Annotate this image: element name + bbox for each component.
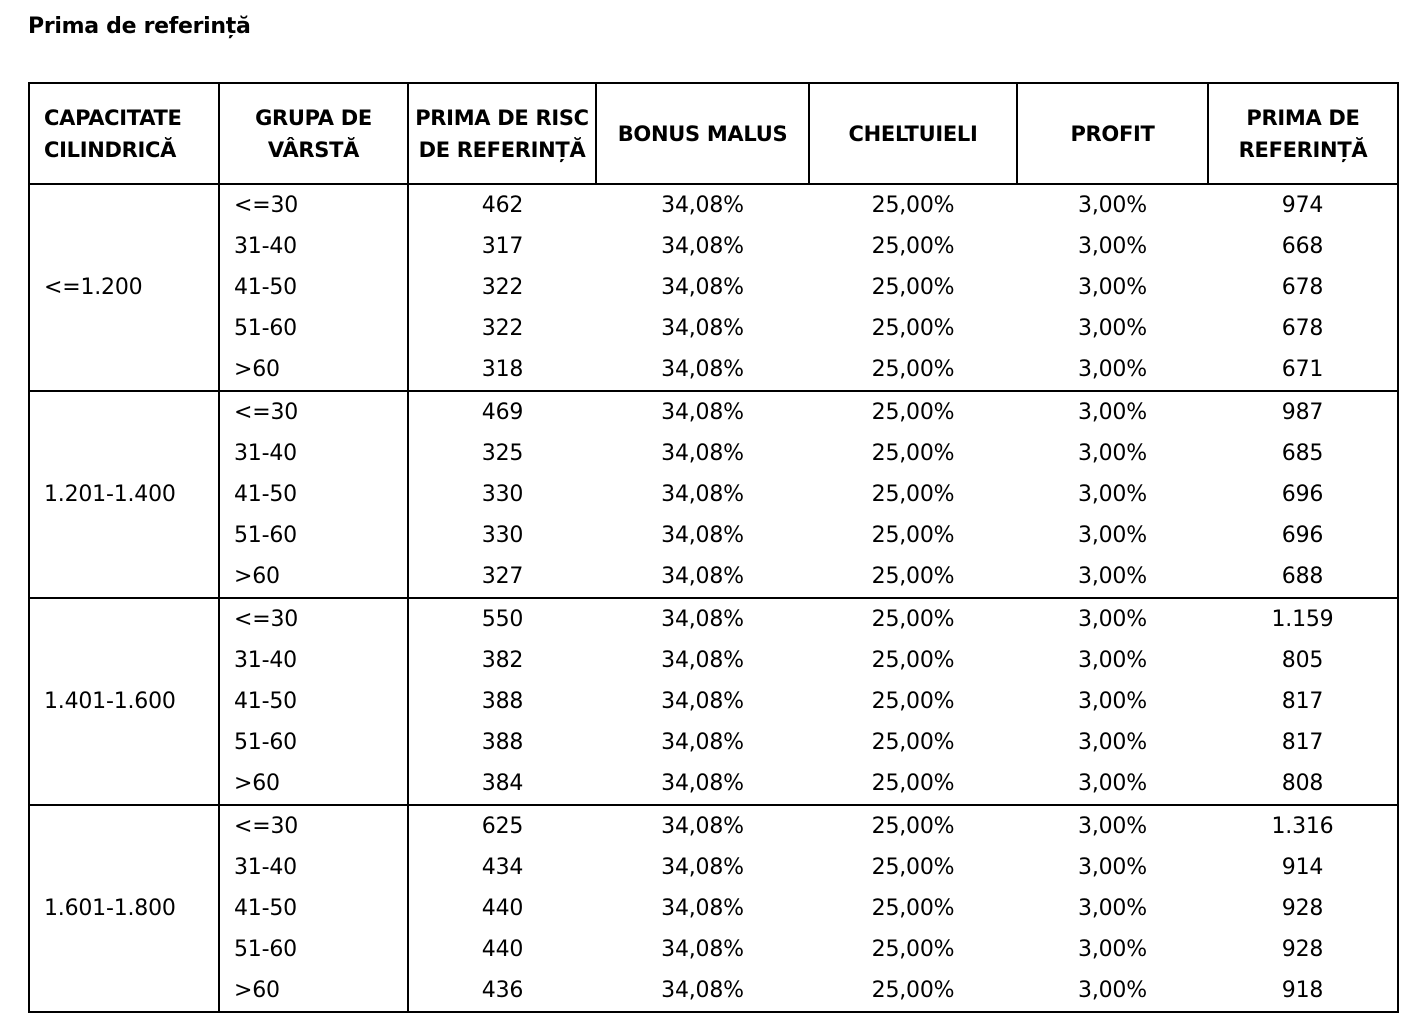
cell-reference-premium: 974 [1208, 184, 1398, 226]
cell-expenses: 25,00% [871, 193, 955, 218]
cell-bonus-malus: 34,08% [596, 556, 809, 598]
cell-bonus-malus: 34,08% [661, 234, 744, 259]
cell-risk-premium: 382 [408, 640, 596, 681]
cell-age-group: >60 [219, 556, 408, 598]
table-row [29, 184, 1398, 226]
cell-bonus-malus: 34,08% [596, 763, 809, 805]
cell-age-group: >60 [219, 349, 408, 391]
cell-age-group: 51-60 [219, 722, 408, 763]
table-row [29, 308, 1398, 349]
cell-expenses: 25,00% [871, 234, 955, 259]
cell-expenses: 25,00% [809, 763, 1017, 805]
cell-age-group: 31-40 [219, 640, 408, 681]
cell-risk-premium: 625 [408, 805, 596, 847]
table-row [29, 805, 1398, 847]
cell-risk-premium: 327 [408, 556, 596, 598]
header-expenses: CHELTUIELI [809, 83, 1017, 184]
cell-reference-premium: 696 [1208, 474, 1398, 515]
cell-bonus-malus: 34,08% [661, 607, 744, 632]
cell-reference-premium: 808 [1208, 763, 1398, 805]
cell-risk-premium: 325 [408, 433, 596, 474]
cell-reference-premium: 918 [1208, 970, 1398, 1012]
cell-age-group: 41-50 [219, 681, 408, 722]
cell-age-group: <=30 [219, 598, 408, 640]
cell-expenses: 25,00% [871, 648, 955, 673]
table-row [29, 474, 1398, 515]
cell-profit: 3,00% [1078, 523, 1147, 548]
cell-risk-premium: 330 [408, 515, 596, 556]
cell-bonus-malus: 34,08% [596, 970, 809, 1012]
cell-expenses: 25,00% [871, 482, 955, 507]
cell-profit: 3,00% [1078, 441, 1147, 466]
cell-reference-premium: 668 [1208, 226, 1398, 267]
cell-bonus-malus: 34,08% [661, 523, 744, 548]
cell-expenses: 25,00% [871, 607, 955, 632]
table-row [29, 433, 1398, 474]
cell-age-group: <=30 [219, 184, 408, 226]
table-row [29, 349, 1398, 391]
header-age-group: GRUPA DE VÂRSTĂ [219, 83, 408, 184]
table-row [29, 391, 1398, 433]
cell-bonus-malus: 34,08% [661, 400, 744, 425]
cell-risk-premium: 440 [408, 888, 596, 929]
cell-bonus-malus: 34,08% [661, 689, 744, 714]
cell-expenses: 25,00% [809, 349, 1017, 391]
cell-age-group: >60 [219, 970, 408, 1012]
cell-profit: 3,00% [1078, 482, 1147, 507]
cell-reference-premium: 817 [1208, 681, 1398, 722]
cell-bonus-malus: 34,08% [661, 275, 744, 300]
cell-capacity: 1.601-1.800 [29, 805, 219, 1012]
cell-age-group: 51-60 [219, 515, 408, 556]
cell-profit: 3,00% [1078, 730, 1147, 755]
cell-age-group: 51-60 [219, 929, 408, 970]
cell-risk-premium: 388 [408, 681, 596, 722]
cell-reference-premium: 1.316 [1208, 805, 1398, 847]
cell-expenses: 25,00% [871, 523, 955, 548]
table-row [29, 226, 1398, 267]
cell-profit: 3,00% [1078, 400, 1147, 425]
cell-profit: 3,00% [1078, 896, 1147, 921]
cell-capacity: 1.201-1.400 [29, 391, 219, 598]
cell-reference-premium: 671 [1208, 349, 1398, 391]
cell-capacity: 1.401-1.600 [29, 598, 219, 805]
cell-age-group: >60 [219, 763, 408, 805]
cell-reference-premium: 987 [1208, 391, 1398, 433]
cell-reference-premium: 928 [1208, 888, 1398, 929]
cell-bonus-malus: 34,08% [661, 193, 744, 218]
cell-profit: 3,00% [1017, 349, 1208, 391]
cell-expenses: 25,00% [871, 275, 955, 300]
header-capacity: CAPACITATE CILINDRICĂ [29, 83, 219, 184]
cell-reference-premium: 688 [1208, 556, 1398, 598]
table-body [29, 184, 1398, 1012]
cell-expenses: 25,00% [871, 814, 955, 839]
cell-risk-premium: 436 [408, 970, 596, 1012]
cell-reference-premium: 678 [1208, 267, 1398, 308]
cell-bonus-malus: 34,08% [661, 441, 744, 466]
cell-age-group: <=30 [219, 805, 408, 847]
cell-reference-premium: 696 [1208, 515, 1398, 556]
page-title: Prima de referință [28, 14, 251, 39]
cell-profit: 3,00% [1078, 234, 1147, 259]
header-bonus-malus: BONUS MALUS [596, 83, 809, 184]
cell-profit: 3,00% [1078, 814, 1147, 839]
cell-reference-premium: 817 [1208, 722, 1398, 763]
cell-profit: 3,00% [1078, 607, 1147, 632]
cell-reference-premium: 805 [1208, 640, 1398, 681]
cell-expenses: 25,00% [809, 556, 1017, 598]
table-row [29, 722, 1398, 763]
cell-expenses: 25,00% [871, 896, 955, 921]
cell-profit: 3,00% [1078, 855, 1147, 880]
cell-risk-premium: 388 [408, 722, 596, 763]
cell-profit: 3,00% [1078, 193, 1147, 218]
cell-risk-premium: 440 [408, 929, 596, 970]
cell-reference-premium: 685 [1208, 433, 1398, 474]
header-profit: PROFIT [1017, 83, 1208, 184]
table-row [29, 556, 1398, 598]
cell-expenses: 25,00% [871, 316, 955, 341]
table-row [29, 763, 1398, 805]
cell-bonus-malus: 34,08% [661, 482, 744, 507]
cell-reference-premium: 928 [1208, 929, 1398, 970]
cell-bonus-malus: 34,08% [661, 855, 744, 880]
cell-reference-premium: 1.159 [1208, 598, 1398, 640]
cell-profit: 3,00% [1078, 937, 1147, 962]
cell-age-group: 41-50 [219, 888, 408, 929]
cell-profit: 3,00% [1078, 316, 1147, 341]
cell-age-group: 31-40 [219, 847, 408, 888]
cell-bonus-malus: 34,08% [661, 648, 744, 673]
cell-expenses: 25,00% [871, 400, 955, 425]
cell-reference-premium: 678 [1208, 308, 1398, 349]
cell-profit: 3,00% [1017, 763, 1208, 805]
table-row [29, 970, 1398, 1012]
table-row [29, 598, 1398, 640]
reference-premium-table [28, 82, 1399, 1013]
cell-bonus-malus: 34,08% [661, 896, 744, 921]
cell-risk-premium: 462 [408, 184, 596, 226]
cell-bonus-malus: 34,08% [661, 937, 744, 962]
cell-profit: 3,00% [1078, 648, 1147, 673]
cell-expenses: 25,00% [871, 937, 955, 962]
cell-age-group: 41-50 [219, 474, 408, 515]
cell-profit: 3,00% [1017, 970, 1208, 1012]
cell-risk-premium: 318 [408, 349, 596, 391]
table-row [29, 888, 1398, 929]
cell-risk-premium: 469 [408, 391, 596, 433]
cell-age-group: <=30 [219, 391, 408, 433]
cell-profit: 3,00% [1078, 275, 1147, 300]
cell-risk-premium: 384 [408, 763, 596, 805]
table-row [29, 515, 1398, 556]
table-row [29, 929, 1398, 970]
cell-capacity: <=1.200 [29, 184, 219, 391]
table-row [29, 681, 1398, 722]
table-row [29, 267, 1398, 308]
cell-expenses: 25,00% [809, 970, 1017, 1012]
cell-bonus-malus: 34,08% [661, 814, 744, 839]
table-header-row [29, 83, 1398, 184]
table-row [29, 847, 1398, 888]
cell-risk-premium: 330 [408, 474, 596, 515]
cell-risk-premium: 550 [408, 598, 596, 640]
cell-expenses: 25,00% [871, 689, 955, 714]
cell-expenses: 25,00% [871, 730, 955, 755]
cell-bonus-malus: 34,08% [661, 730, 744, 755]
cell-age-group: 31-40 [219, 226, 408, 267]
header-reference-premium: PRIMA DE REFERINȚĂ [1208, 83, 1398, 184]
cell-risk-premium: 322 [408, 308, 596, 349]
cell-profit: 3,00% [1017, 556, 1208, 598]
header-risk-premium: PRIMA DE RISC DE REFERINȚĂ [408, 83, 596, 184]
cell-expenses: 25,00% [871, 441, 955, 466]
cell-bonus-malus: 34,08% [596, 349, 809, 391]
cell-age-group: 41-50 [219, 267, 408, 308]
cell-risk-premium: 317 [408, 226, 596, 267]
cell-risk-premium: 434 [408, 847, 596, 888]
table-row [29, 640, 1398, 681]
cell-bonus-malus: 34,08% [661, 316, 744, 341]
cell-age-group: 31-40 [219, 433, 408, 474]
cell-expenses: 25,00% [871, 855, 955, 880]
cell-reference-premium: 914 [1208, 847, 1398, 888]
cell-risk-premium: 322 [408, 267, 596, 308]
cell-profit: 3,00% [1078, 689, 1147, 714]
cell-age-group: 51-60 [219, 308, 408, 349]
